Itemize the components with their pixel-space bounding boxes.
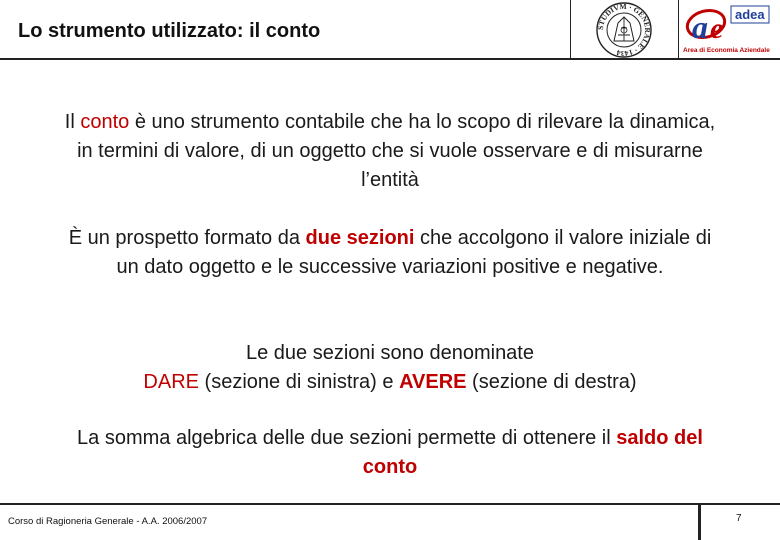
header-divider-right bbox=[678, 0, 679, 60]
slide-header bbox=[0, 0, 780, 60]
paragraph-dare-avere: Le due sezioni sono denominate DARE (sezione di sinistra) e AVERE (sezione di destra) bbox=[143, 342, 637, 393]
term-avere: AVERE bbox=[399, 371, 467, 393]
seal-icon bbox=[595, 1, 653, 59]
term-conto: conto bbox=[80, 111, 130, 133]
university-seal-logo bbox=[595, 0, 653, 60]
footer-divider bbox=[698, 503, 701, 540]
course-label: Corso di Ragioneria Generale - A.A. 2006/2007 bbox=[8, 516, 208, 527]
term-due-sezioni: due sezioni bbox=[305, 227, 415, 249]
header-divider-left bbox=[570, 0, 571, 60]
adea-logo-icon bbox=[680, 2, 776, 58]
slide-title: Lo strumento utilizzato: il conto bbox=[18, 20, 321, 42]
term-dare: DARE bbox=[143, 371, 199, 393]
term-saldo-del-conto: saldo del conto bbox=[362, 427, 703, 478]
paragraph-conto-definition: Il conto è uno strumento contabile che ha lo scopo di rilevare la dinamica, in termini di valore, di un oggetto che si vuole osservare e di misurarne l’entità bbox=[64, 111, 716, 191]
adea-logo bbox=[680, 2, 776, 58]
paragraph-saldo: La somma algebrica delle due sezioni permette di ottenere il saldo del conto bbox=[77, 427, 703, 478]
svg-text:a: a bbox=[692, 9, 708, 45]
seal-text: STUDIVM · GENERALE · 1434 bbox=[595, 1, 653, 59]
header-rule bbox=[0, 58, 780, 60]
footer-rule bbox=[0, 503, 780, 505]
slide-footer bbox=[0, 500, 780, 540]
adea-subtitle: Area di Economia Aziendale bbox=[683, 47, 770, 54]
svg-text:e: e bbox=[710, 12, 724, 45]
page-number: 7 bbox=[736, 513, 742, 524]
adea-logo-text: adea bbox=[735, 7, 765, 22]
paragraph-prospetto: È un prospetto formato da due sezioni che accolgono il valore iniziale di un dato oggetto e le successive variazioni positive e negative. bbox=[68, 227, 712, 278]
